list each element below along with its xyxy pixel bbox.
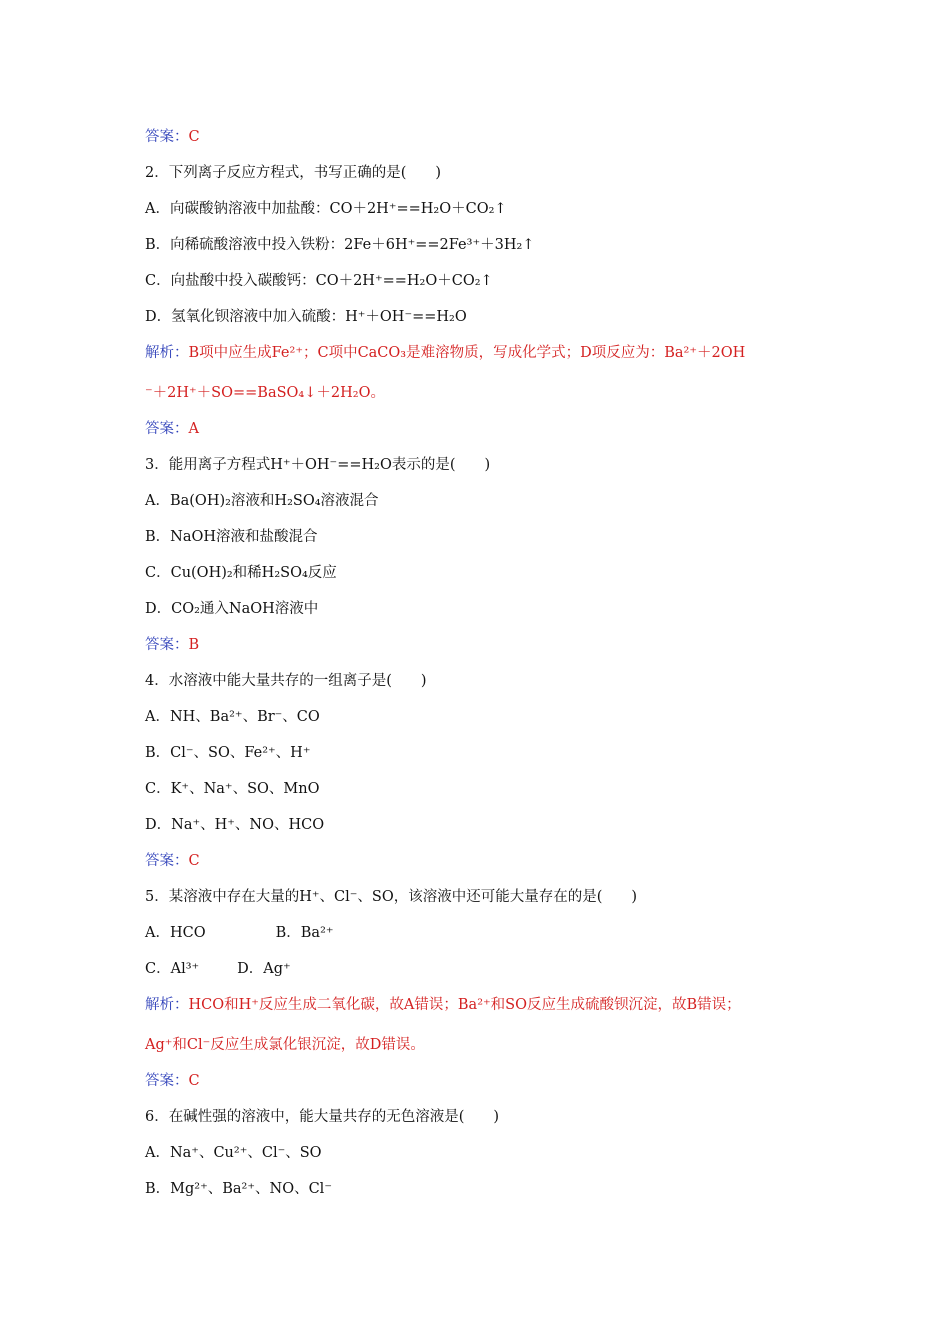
analysis-text: HCO和H⁺反应生成二氧化碳，故A错误；Ba²⁺和SO反应生成硫酸钡沉淀，故B错误； bbox=[188, 997, 741, 1013]
answer-value: C bbox=[188, 129, 200, 145]
q5-options-cd bbox=[145, 959, 291, 979]
q2-analysis bbox=[145, 343, 745, 363]
q2-option-d: D．氢氧化钡溶液中加入硫酸：H⁺＋OH⁻==H₂O bbox=[145, 309, 467, 325]
answer-label: 答案： bbox=[145, 637, 189, 653]
q4-stem: 4．水溶液中能大量共存的一组离子是( ) bbox=[145, 673, 427, 689]
q4-option-b: B．Cl⁻、SO、Fe²⁺、H⁺ bbox=[145, 745, 311, 761]
analysis-text: B项中应生成Fe²⁺；C项中CaCO₃是难溶物质，写成化学式；D项反应为：Ba²⁺＋2OH bbox=[188, 345, 746, 361]
answer-label: 答案： bbox=[145, 853, 189, 869]
answer-label: 答案： bbox=[145, 421, 189, 437]
q3-option-a: A．Ba(OH)₂溶液和H₂SO₄溶液混合 bbox=[145, 493, 379, 509]
answer-label: 答案： bbox=[145, 129, 189, 145]
q5-option-a: A．HCO bbox=[145, 925, 206, 941]
answer-label: 答案： bbox=[145, 1073, 189, 1089]
q2-analysis-cont: ⁻＋2H⁺＋SO==BaSO₄↓＋2H₂O。 bbox=[145, 385, 385, 401]
q5-analysis-cont: Ag⁺和Cl⁻反应生成氯化银沉淀，故D错误。 bbox=[145, 1037, 425, 1053]
q4-option-d: D．Na⁺、H⁺、NO、HCO bbox=[145, 817, 325, 833]
q5-stem: 5．某溶液中存在大量的H⁺、Cl⁻、SO，该溶液中还可能大量存在的是( ) bbox=[145, 889, 638, 905]
q4-answer bbox=[145, 851, 200, 871]
q5-options-ab bbox=[145, 923, 334, 943]
q6-option-b: B．Mg²⁺、Ba²⁺、NO、Cl⁻ bbox=[145, 1181, 332, 1197]
answer-value: C bbox=[188, 1073, 200, 1089]
q2-stem: 2．下列离子反应方程式，书写正确的是( ) bbox=[145, 165, 442, 181]
q2-option-a: A．向碳酸钠溶液中加盐酸：CO＋2H⁺==H₂O＋CO₂↑ bbox=[145, 201, 507, 217]
answer-value: B bbox=[188, 637, 200, 653]
q3-option-c: C．Cu(OH)₂和稀H₂SO₄反应 bbox=[145, 565, 337, 581]
q4-option-c: C．K⁺、Na⁺、SO、MnO bbox=[145, 781, 320, 797]
q3-option-b: B．NaOH溶液和盐酸混合 bbox=[145, 529, 318, 545]
q5-option-c: C．Al³⁺ bbox=[145, 961, 200, 977]
q6-option-a: A．Na⁺、Cu²⁺、Cl⁻、SO bbox=[145, 1145, 322, 1161]
q2-option-c: C．向盐酸中投入碳酸钙：CO＋2H⁺==H₂O＋CO₂↑ bbox=[145, 273, 493, 289]
answer-value: A bbox=[188, 421, 199, 437]
q3-option-d: D．CO₂通入NaOH溶液中 bbox=[145, 601, 319, 617]
q4-option-a: A．NH、Ba²⁺、Br⁻、CO bbox=[145, 709, 320, 725]
q6-stem: 6．在碱性强的溶液中，能大量共存的无色溶液是( ) bbox=[145, 1109, 500, 1125]
q5-answer bbox=[145, 1071, 200, 1091]
q5-analysis bbox=[145, 995, 741, 1015]
q2-answer bbox=[145, 419, 199, 439]
q5-option-d: D．Ag⁺ bbox=[237, 961, 291, 977]
q3-stem: 3．能用离子方程式H⁺＋OH⁻==H₂O表示的是( ) bbox=[145, 457, 491, 473]
analysis-label: 解析： bbox=[145, 345, 189, 361]
q5-option-b: B．Ba²⁺ bbox=[275, 925, 334, 941]
answer-value: C bbox=[188, 853, 200, 869]
q3-answer bbox=[145, 635, 199, 655]
analysis-label: 解析： bbox=[145, 997, 189, 1013]
answer-1 bbox=[145, 127, 200, 147]
q2-option-b: B．向稀硫酸溶液中投入铁粉：2Fe＋6H⁺==2Fe³⁺＋3H₂↑ bbox=[145, 237, 535, 253]
